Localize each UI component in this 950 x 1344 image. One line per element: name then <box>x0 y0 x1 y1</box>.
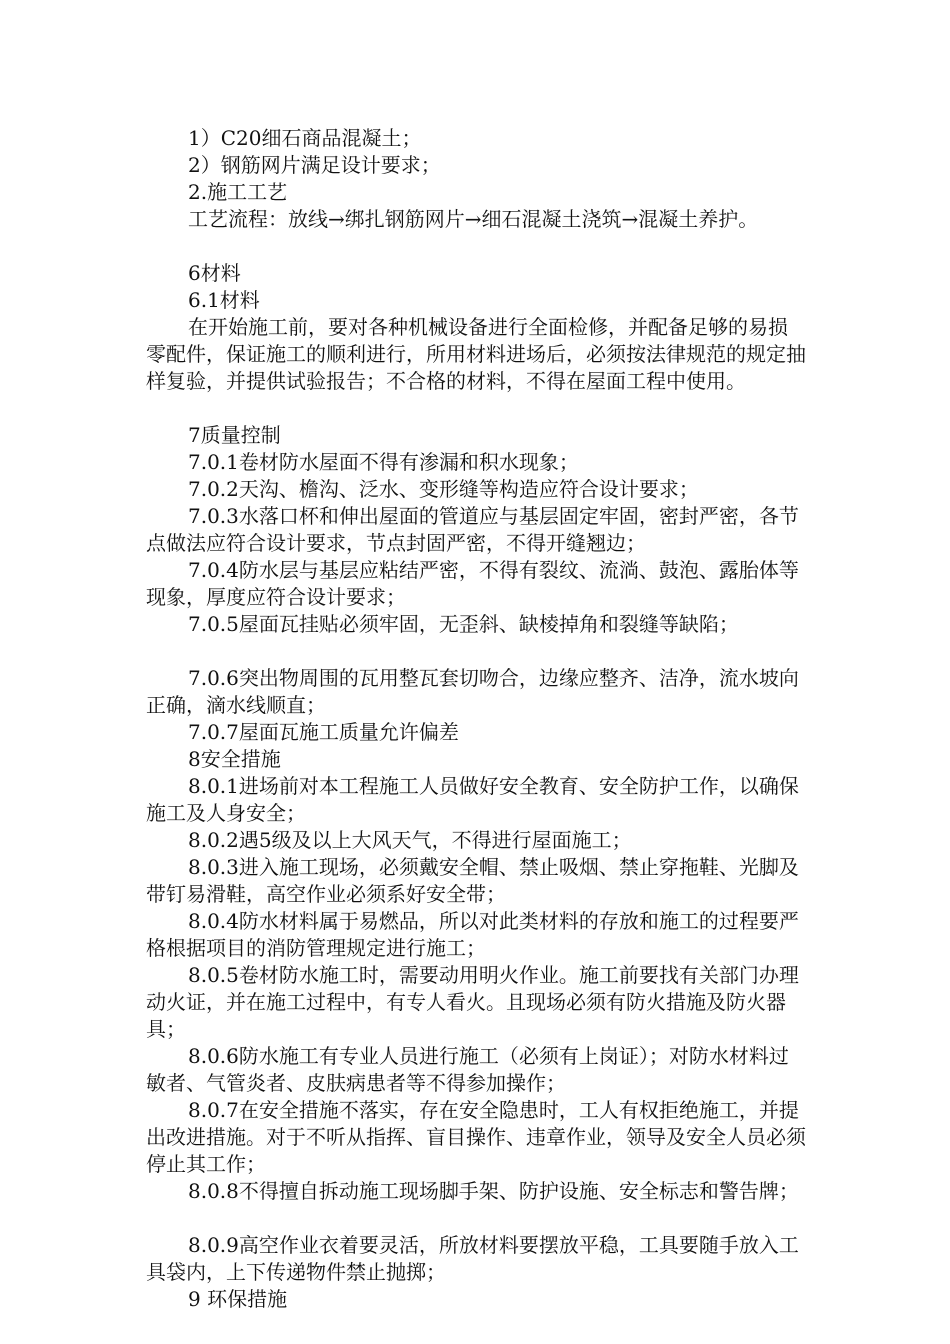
section-heading-9: 9 环保措施 <box>188 1287 288 1311</box>
safety-item-8-0-6: 8.0.6防水施工有专业人员进行施工（必须有上岗证）；对防水材料过敏者、气管炎者、皮肤病患者等不得参加操作； <box>146 1044 789 1095</box>
material-item-2: 2）钢筋网片满足设计要求； <box>188 153 441 177</box>
subsection-heading-6-1: 6.1材料 <box>188 288 260 312</box>
material-item-1: 1）C20细石商品混凝土； <box>188 126 422 150</box>
safety-item-8-0-3: 8.0.3进入施工现场，必须戴安全帽、禁止吸烟、禁止穿拖鞋、光脚及带钉易滑鞋，高空作业必须系好安全带； <box>146 855 799 906</box>
safety-item-8-0-5: 8.0.5卷材防水施工时，需要动用明火作业。施工前要找有关部门办理动火证，并在施工过程中，有专人看火。且现场必须有防火措施及防火器具； <box>146 963 799 1041</box>
section-heading-6: 6材料 <box>188 261 241 285</box>
safety-item-8-0-4: 8.0.4防水材料属于易燃品，所以对此类材料的存放和施工的过程要严格根据项目的消防管理规定进行施工； <box>146 909 799 960</box>
safety-item-8-0-2: 8.0.2遇5级及以上大风天气，不得进行屋面施工； <box>188 828 632 852</box>
quality-item-7-0-6: 7.0.6突出物周围的瓦用整瓦套切吻合，边缘应整齐、洁净，流水坡向正确，滴水线顺直； <box>146 666 799 717</box>
quality-item-7-0-1: 7.0.1卷材防水屋面不得有渗漏和积水现象； <box>188 450 579 474</box>
process-flow-paragraph: 工艺流程：放线→绑扎钢筋网片→细石混凝土浇筑→混凝土养护。 <box>188 207 759 231</box>
quality-item-7-0-5: 7.0.5屋面瓦挂贴必须牢固，无歪斜、缺棱掉角和裂缝等缺陷； <box>188 612 739 636</box>
safety-item-8-0-9: 8.0.9高空作业衣着要灵活，所放材料要摆放平稳，工具要随手放入工具袋内，上下传递物件禁止抛掷； <box>146 1233 799 1284</box>
quality-item-7-0-2: 7.0.2天沟、檐沟、泛水、变形缝等构造应符合设计要求； <box>188 477 699 501</box>
safety-item-8-0-1: 8.0.1进场前对本工程施工人员做好安全教育、安全防护工作，以确保施工及人身安全； <box>146 774 799 825</box>
quality-item-7-0-3: 7.0.3水落口杯和伸出屋面的管道应与基层固定牢固，密封严密，各节点做法应符合设计要求，节点封固严密，不得开缝翘边； <box>146 504 799 555</box>
materials-paragraph: 在开始施工前，要对各种机械设备进行全面检修，并配备足够的易损零配件，保证施工的顺利进行，所用材料进场后，必须按法律规范的规定抽样复验，并提供试验报告；不合格的材料，不得在屋面工程中使用。 <box>146 315 806 393</box>
quality-item-7-0-7: 7.0.7屋面瓦施工质量允许偏差 <box>188 720 459 744</box>
safety-item-8-0-8: 8.0.8不得擅自拆动施工现场脚手架、防护设施、安全标志和警告牌； <box>188 1179 799 1203</box>
section-heading-8: 8安全措施 <box>188 747 281 771</box>
quality-item-7-0-4: 7.0.4防水层与基层应粘结严密，不得有裂纹、流淌、鼓泡、露胎体等现象，厚度应符合设计要求； <box>146 558 799 609</box>
section-heading-7: 7质量控制 <box>188 423 281 447</box>
section-heading-process: 2.施工工艺 <box>188 180 288 204</box>
safety-item-8-0-7: 8.0.7在安全措施不落实，存在安全隐患时，工人有权拒绝施工，并提出改进措施。对于不听从指挥、盲目操作、违章作业，领导及安全人员必须停止其工作； <box>146 1098 806 1176</box>
